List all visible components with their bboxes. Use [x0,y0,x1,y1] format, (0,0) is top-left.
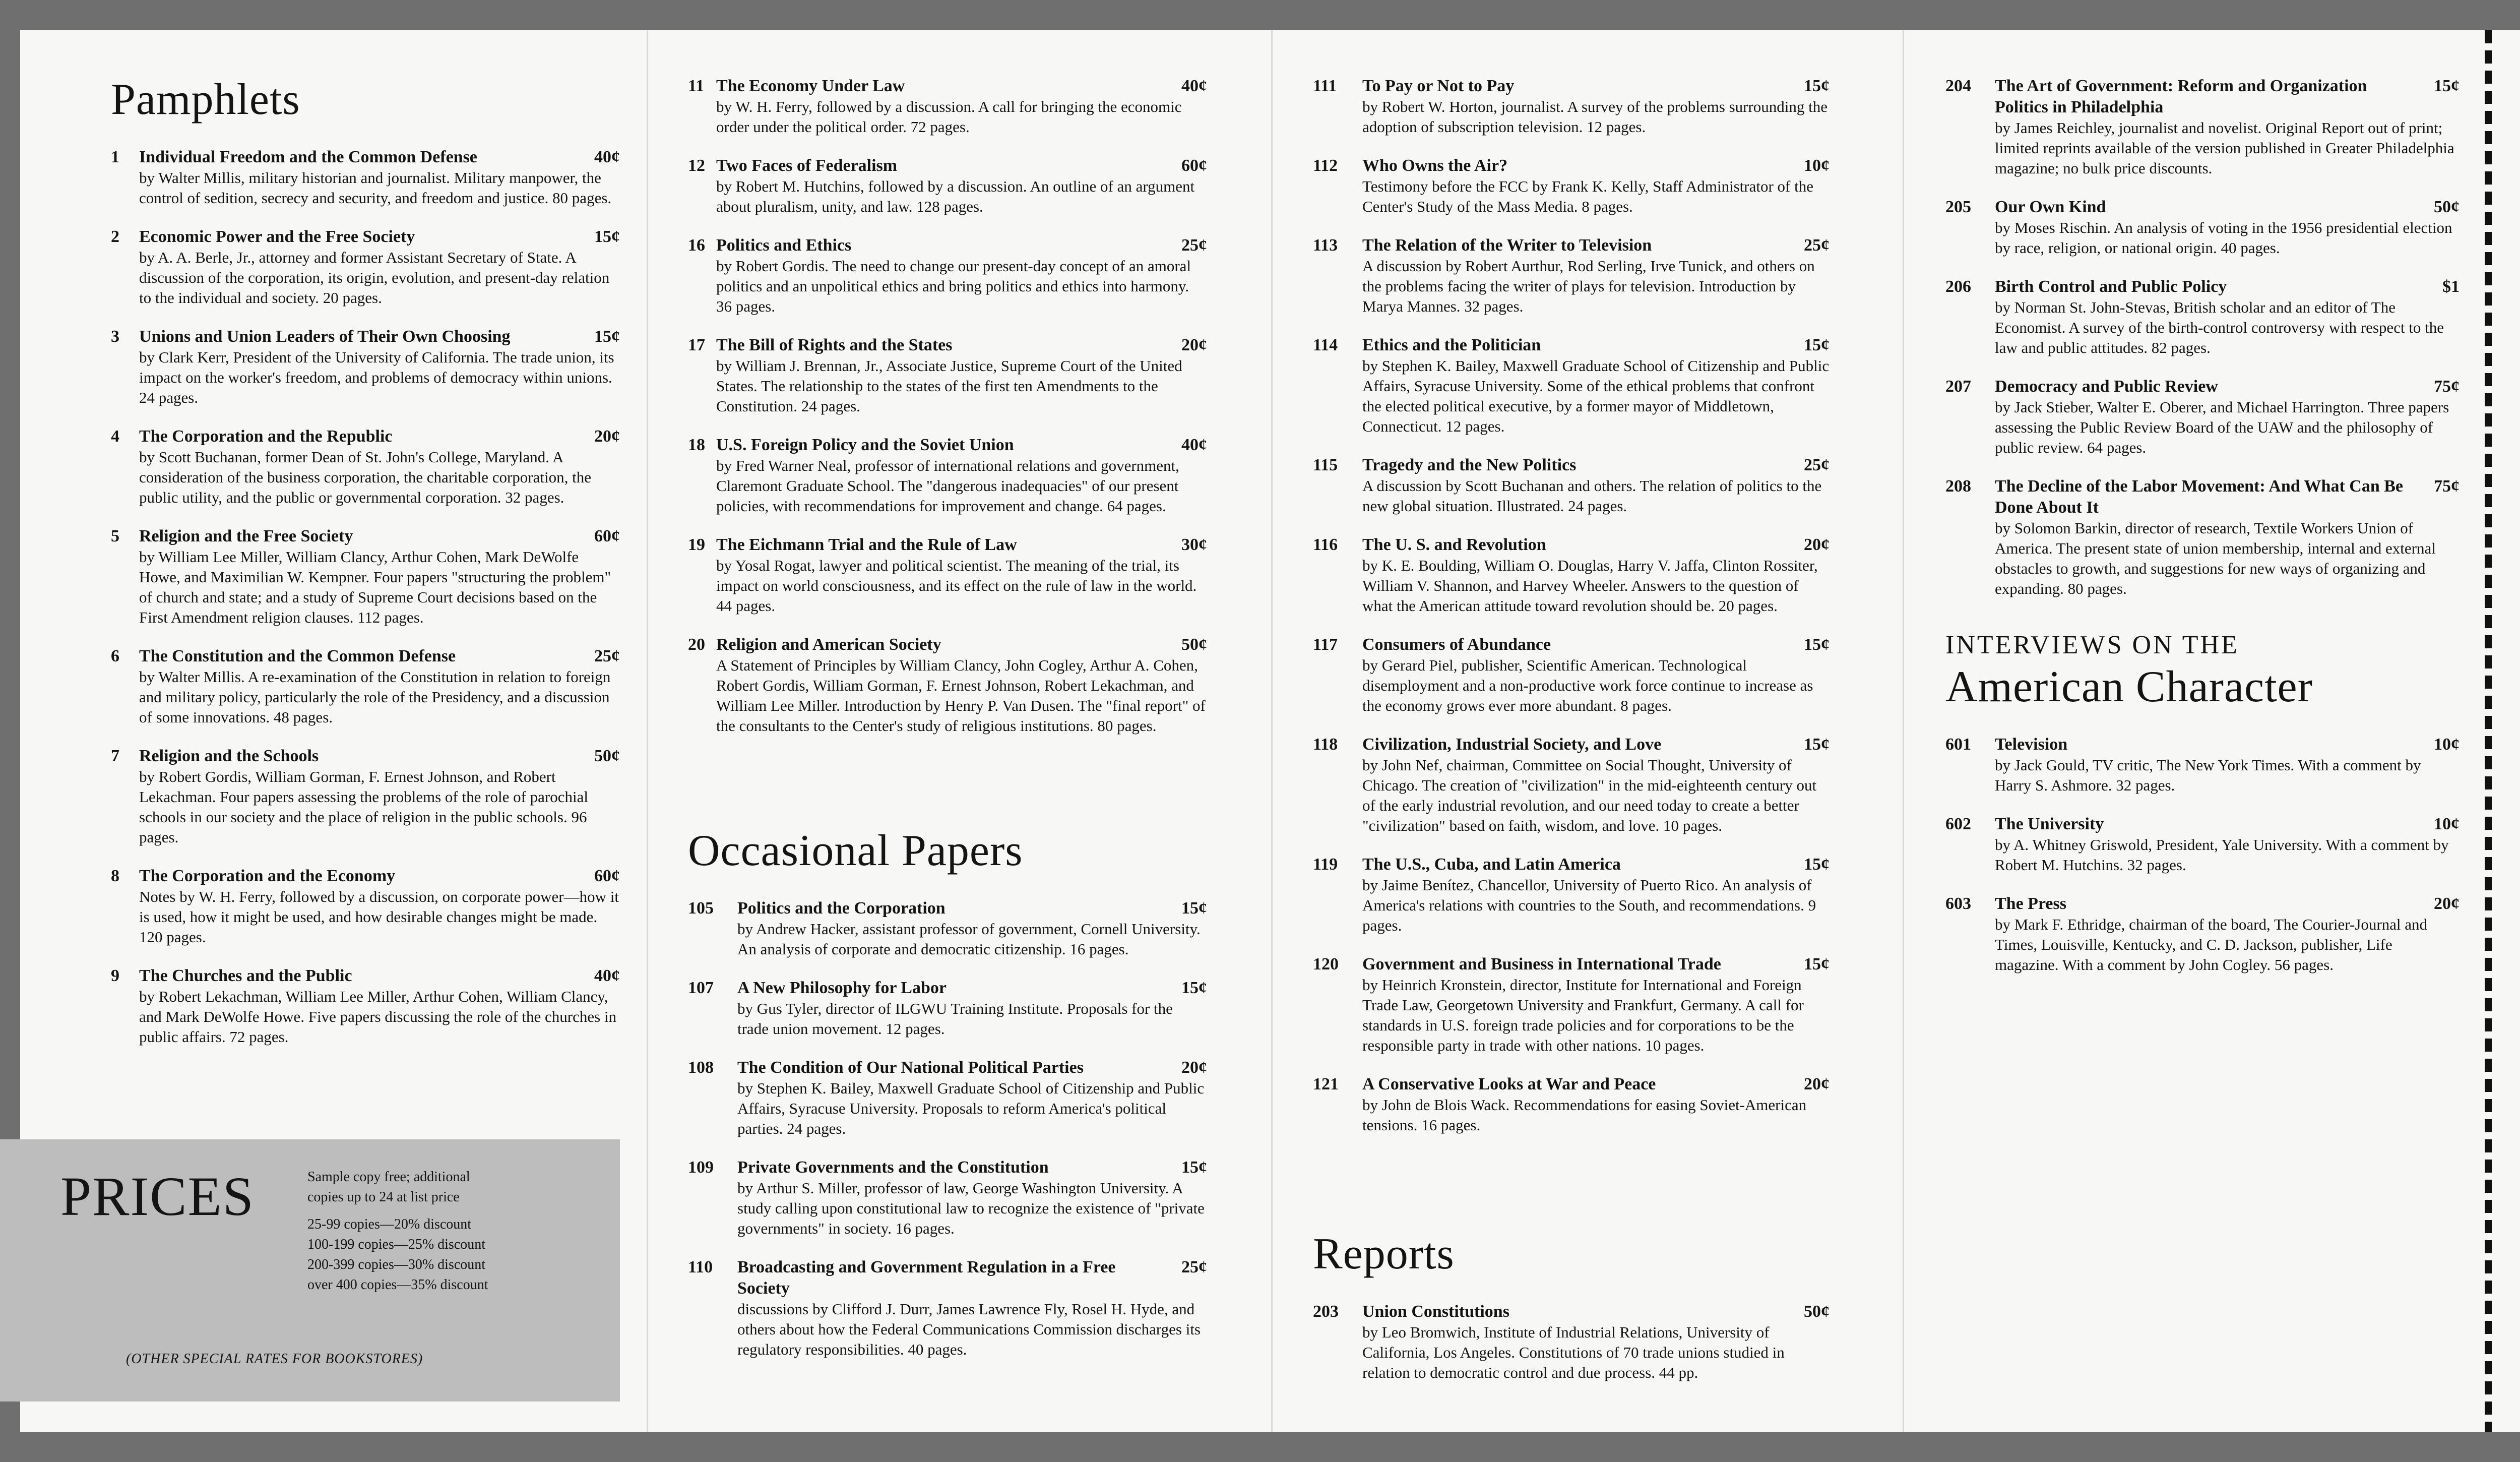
catalog-entry [1313,634,1830,716]
entry-title-row [1945,76,2460,118]
entry-title: Politics and Ethics [716,236,852,255]
entry-title: Religion and the Schools [139,746,319,765]
entry-title: Religion and American Society [716,635,941,654]
entry-number: 108 [688,1058,714,1077]
entry-price: 40¢ [594,966,620,985]
catalog-entry [111,326,620,408]
entry-title: Civilization, Industrial Society, and Love [1362,735,1662,754]
entry-number: 20 [688,635,705,654]
entry-description: by K. E. Boulding, William O. Douglas, Harry V. Jaffa, Clinton Rossiter, William V. Shannon, and Harvey Wheeler. Answers to the question of what the American attitude toward revolution should be. 20 pages. [1362,557,1818,615]
entry-number: 120 [1313,955,1339,973]
order-form [2507,30,2520,1432]
interviews-heading-small: INTERVIEWS ON THE [1945,631,2239,659]
occasional-column-right [1313,76,1830,1153]
entry-price: 15¢ [594,227,620,246]
entry-description: by Jaime Benítez, Chancellor, University of Puerto Rico. An analysis of America's relations with countries to the South, and recommendations. 9 pages. [1362,876,1816,934]
catalog-entry [1313,1301,1830,1383]
entry-title-row [1313,854,1830,875]
reports-heading: Reports [1313,1230,1455,1278]
entry-price: 50¢ [594,746,620,765]
entry-title-row [1945,197,2460,218]
entry-price: 40¢ [594,147,620,166]
entry-title-row [111,426,620,447]
entry-description: Testimony before the FCC by Frank K. Kelly, Staff Administrator of the Center's Study of the Mass Media. 8 pages. [1362,177,1813,215]
occasional-column-left [688,827,1207,1378]
entry-number: 11 [688,77,705,95]
entry-description: Notes by W. H. Ferry, followed by a discussion, on corporate power—how it is used, how it might be used, and how desirable changes might be made. 120 pages. [139,887,619,946]
entry-description: by Stephen K. Bailey, Maxwell Graduate School of Citizenship and Public Affairs, Syracuse University. Some of the ethical problems that confront the elected political executive, by a former mayor of Middletown, Connecticut. 12 pages. [1362,357,1830,435]
entry-title: A New Philosophy for Labor [737,978,947,997]
entry-price: 25¢ [594,646,620,665]
entry-price: 15¢ [1181,1158,1207,1177]
entry-title: A Conservative Looks at War and Peace [1362,1075,1656,1093]
entry-title: Union Constitutions [1362,1302,1509,1321]
reports-column-right [1945,76,2460,617]
catalog-entry [1313,235,1830,317]
catalog-entry [688,335,1207,416]
catalog-entry [1945,734,2460,796]
entry-title: Individual Freedom and the Common Defense [139,147,477,166]
entry-title-row [111,147,620,168]
catalog-entry [688,1257,1207,1360]
fold-line [1903,30,1904,1432]
catalog-entry [688,1057,1207,1139]
entry-title: Government and Business in International Trade [1362,955,1721,973]
entry-number: 4 [111,427,119,446]
entry-title-row [1313,634,1830,655]
entry-number: 3 [111,327,119,346]
entry-description: by Solomon Barkin, director of research, Textile Workers Union of America. The present state of union membership, internal and external obstacles to growth, and suggestions for new ways of organizing and expanding. 80 pages. [1995,519,2436,597]
prices-line: 100-199 copies—25% discount [307,1237,486,1252]
entry-title: Who Owns the Air? [1362,156,1508,175]
entry-description: by Walter Millis, military historian and journalist. Military manpower, the control of sedition, secrecy and security, and freedom and justice. 80 pages. [139,168,612,207]
entry-description: by Robert Gordis, William Gorman, F. Ernest Johnson, and Robert Lekachman. Four papers assessing the problems of the role of parochial schools in our society and the place of religion in the public schools. 96 pages. [139,767,588,846]
catalog-entry [111,226,620,308]
entry-number: 9 [111,966,119,985]
entry-price: 20¢ [2434,894,2460,913]
entry-number: 206 [1945,277,1971,296]
entry-number: 207 [1945,377,1971,396]
entry-number: 16 [688,236,705,255]
catalog-entry [1945,376,2460,458]
entry-title-row [688,634,1207,655]
entry-title-row [111,226,620,248]
entry-title-row [688,978,1207,999]
catalog-entry [688,1157,1207,1239]
catalog-entry [1313,1074,1830,1135]
entry-number: 18 [688,436,705,454]
interviews-heading-large: American Character [1945,662,2313,711]
entry-price: 10¢ [2434,814,2460,833]
catalog-entry [688,235,1207,317]
entry-description: by Walter Millis. A re-examination of the Constitution in relation to foreign and military policy, particularly the role of the Presidency, and a discussion of some innovations. 48 pages. [139,667,611,726]
catalog-entry [1313,155,1830,217]
entry-title: Unions and Union Leaders of Their Own Choosing [139,327,511,346]
entry-description: by A. A. Berle, Jr., attorney and former Assistant Secretary of State. A discussion of the corporation, its origin, evolution, and present-day relation to the individual and society. 20 pages. [139,248,610,307]
entry-title-row [111,866,620,887]
entry-title-row [688,155,1207,176]
entry-description: by Robert Gordis. The need to change our present-day concept of an amoral politics and an unpolitical ethics and bring politics and ethics into harmony. 36 pages. [716,257,1191,315]
entry-title-row [1313,734,1830,755]
entry-title: Birth Control and Public Policy [1995,277,2227,296]
entry-price: 60¢ [1181,156,1207,175]
catalog-entry [688,76,1207,137]
entry-number: 8 [111,866,119,885]
entry-description: by Clark Kerr, President of the University of California. The trade union, its impact on the worker's freedom, and problems of democracy within unions. 24 pages. [139,348,614,406]
entry-title: Consumers of Abundance [1362,635,1551,654]
entry-title: The U.S., Cuba, and Latin America [1362,855,1621,874]
catalog-entry [1313,455,1830,516]
catalog-entry [1313,854,1830,936]
entry-description: by William J. Brennan, Jr., Associate Justice, Supreme Court of the United States. The relationship to the states of the first ten Amendments to the Constitution. 24 pages. [716,357,1182,415]
entry-title-row [111,526,620,547]
entry-title: Economic Power and the Free Society [139,227,415,246]
entry-title: Ethics and the Politician [1362,336,1541,354]
entry-title: The Decline of the Labor Movement: And What Can Be Done About It [1995,477,2404,517]
entry-price: 20¢ [594,427,620,446]
catalog-entry [1313,534,1830,616]
prices-line: Sample copy free; additional [307,1169,470,1185]
entry-description: by W. H. Ferry, followed by a discussion. A call for bringing the economic order under the political order. 72 pages. [716,98,1182,136]
entry-title: The Bill of Rights and the States [716,336,953,354]
entry-price: 40¢ [1181,77,1207,95]
entry-price: 50¢ [1181,635,1207,654]
entry-title-row [1313,335,1830,356]
entry-number: 110 [688,1257,713,1276]
entry-number: 117 [1313,635,1338,654]
entry-title-row [688,1157,1207,1178]
entry-number: 118 [1313,735,1338,754]
entry-number: 17 [688,336,705,354]
catalog-entry [1945,76,2460,178]
fold-line [647,30,648,1432]
entry-price: 15¢ [1804,735,1830,754]
entry-title: The Press [1995,894,2066,913]
entry-title-row [1945,734,2460,755]
entry-number: 205 [1945,198,1971,216]
entry-description: by Robert W. Horton, journalist. A survey of the problems surrounding the adoption of subscription television. 12 pages. [1362,98,1828,136]
entry-price: 15¢ [594,327,620,346]
entry-title: The Constitution and the Common Defense [139,646,456,665]
entry-number: 109 [688,1158,714,1177]
catalog-entry [1945,814,2460,875]
entry-number: 111 [1313,77,1337,95]
entry-title-row [688,76,1207,97]
prices-line: over 400 copies—35% discount [307,1277,488,1293]
catalog-entry [688,978,1207,1039]
entry-description: by Jack Stieber, Walter E. Oberer, and Michael Harrington. Three papers assessing the Public Review Board of the UAW and the philosophy of public review. 64 pages. [1995,398,2449,456]
prices-title: PRICES [60,1166,255,1227]
entry-description: by A. Whitney Griswold, President, Yale University. With a comment by Robert M. Hutchins. 32 pages. [1995,835,2449,874]
entry-number: 203 [1313,1302,1339,1321]
entry-title-row [111,326,620,347]
entry-number: 208 [1945,477,1971,496]
entry-price: 20¢ [1181,336,1207,354]
entry-description: by Yosal Rogat, lawyer and political scientist. The meaning of the trial, its impact on world consciousness, and its effect on the rule of law in the world. 44 pages. [716,557,1197,615]
entry-description: A discussion by Robert Aurthur, Rod Serling, Irve Tunick, and others on the problems facing the writer of plays for television. Introduction by Marya Mannes. 32 pages. [1362,257,1815,315]
entry-title-row [688,1257,1207,1299]
entry-title: Politics and the Corporation [737,898,946,918]
entry-number: 7 [111,746,119,765]
entry-description: by Gus Tyler, director of ILGWU Training Institute. Proposals for the trade union movement. 12 pages. [737,999,1173,1038]
entry-number: 6 [111,646,119,665]
entry-title-row [1945,893,2460,915]
entry-number: 2 [111,227,119,246]
entry-price: 15¢ [1181,978,1207,997]
entry-price: 20¢ [1804,1075,1830,1093]
entry-number: 115 [1313,456,1338,474]
entry-description: by Norman St. John-Stevas, British scholar and an editor of The Economist. A survey of the birth-control controversy with respect to the law and public attitudes. 82 pages. [1995,298,2444,356]
entry-description: by William Lee Miller, William Clancy, Arthur Cohen, Mark DeWolfe Howe, and Maximilian W. Kempner. Four papers "structuring the problem" of church and state; and a study of Supreme Court decisions based on the First Amendment religion clauses. 112 pages. [139,547,611,626]
pamphlets-heading: Pamphlets [111,75,300,124]
catalog-entry [688,155,1207,217]
entry-description: by John Nef, chairman, Committee on Social Thought, University of Chicago. The creation of "civilization" in the mid-eighteenth century out of the early industrial revolution, and our need today to create a better "civilization" based on faith, wisdom, and love. 10 pages. [1362,756,1817,834]
entry-price: 50¢ [1804,1302,1830,1321]
entry-price: 75¢ [2434,477,2460,496]
entry-title-row [1313,76,1830,97]
entry-title: The Eichmann Trial and the Rule of Law [716,535,1017,554]
entry-title: The U. S. and Revolution [1362,535,1546,554]
reports-column-left [1313,1230,1830,1401]
occasional-heading: Occasional Papers [688,826,1023,875]
entry-price: 25¢ [1181,1257,1207,1276]
entry-title-row [111,965,620,987]
entry-number: 12 [688,156,705,175]
prices-line: copies up to 24 at list price [307,1189,460,1205]
entry-price: 20¢ [1804,535,1830,554]
entry-title-row [1313,1074,1830,1095]
entry-title-row [1945,376,2460,397]
entry-number: 603 [1945,894,1971,913]
entry-title-row [688,435,1207,456]
entry-description: A discussion by Scott Buchanan and others. The relation of politics to the new global situation. Illustrated. 24 pages. [1362,477,1822,515]
entry-price: 15¢ [1804,635,1830,654]
entry-price: 20¢ [1181,1058,1207,1077]
entry-title: Religion and the Free Society [139,526,353,545]
entry-description: A Statement of Principles by William Clancy, John Cogley, Arthur A. Cohen, Robert Gordis, William Gorman, F. Ernest Johnson, Robert Lekachman, and William Lee Miller. Introduction by Henry P. Van Dusen. The "final report" of the consultants to the Center's study of religious institutions. 80 pages. [716,656,1206,735]
prices-line: 25-99 copies—20% discount [307,1216,472,1232]
entry-price: 15¢ [1804,77,1830,95]
entry-price: 15¢ [1804,336,1830,354]
entry-number: 107 [688,978,714,997]
entry-number: 105 [688,898,714,918]
entry-title-row [1313,235,1830,256]
entry-number: 19 [688,535,705,554]
entry-price: 15¢ [1181,898,1207,918]
entry-number: 121 [1313,1075,1339,1093]
catalog-entry [1945,893,2460,975]
entry-title: Private Governments and the Constitution [737,1158,1049,1177]
entry-title: The Economy Under Law [716,77,905,95]
entry-description: by John de Blois Wack. Recommendations for easing Soviet-American tensions. 16 pages. [1362,1096,1807,1134]
entry-price: 25¢ [1181,236,1207,255]
entry-title: The Art of Government: Reform and Organization Politics in Philadelphia [1995,77,2367,116]
entry-price: 30¢ [1181,535,1207,554]
entry-title: Democracy and Public Review [1995,377,2218,396]
catalog-entry [1313,954,1830,1056]
entry-title: The Corporation and the Republic [139,427,393,446]
entry-description: by Robert Lekachman, William Lee Miller, Arthur Cohen, William Clancy, and Mark DeWolfe Howe. Five papers discussing the role of the churches in public affairs. 72 pages. [139,987,617,1046]
entry-description: by Leo Bromwich, Institute of Industrial Relations, University of California, Los Angeles. Constitutions of 70 trade unions studied in relation to democratic control and due process. 44 pp. [1362,1323,1785,1381]
entry-title-row [111,646,620,667]
entry-title: The Condition of Our National Political Parties [737,1058,1084,1077]
entry-number: 113 [1313,236,1338,255]
entry-price: 10¢ [2434,735,2460,754]
entry-title-row [688,235,1207,256]
entry-number: 114 [1313,336,1338,354]
entry-price: 40¢ [1181,436,1207,454]
catalog-entry [688,435,1207,516]
entry-title: Television [1995,735,2068,754]
entry-description: by Moses Rischin. An analysis of voting in the 1956 presidential election by race, religion, or national origin. 40 pages. [1995,219,2452,257]
catalog-entry [111,526,620,628]
entry-description: by Mark F. Ethridge, chairman of the board, The Courier-Journal and Times, Louisville, Kentucky, and C. D. Jackson, publisher, Life magazine. With a comment by John Cogley. 56 pages. [1995,915,2428,973]
entry-number: 119 [1313,855,1338,874]
entry-price: 60¢ [594,526,620,545]
entry-title-row [1945,814,2460,835]
catalog-entry [688,898,1207,959]
entry-description: by James Reichley, journalist and novelist. Original Report out of print; limited reprints available of the version published in Greater Philadelphia magazine; no bulk price discounts. [1995,119,2454,177]
prices-footer: (OTHER SPECIAL RATES FOR BOOKSTORES) [126,1351,423,1367]
entry-number: 112 [1313,156,1338,175]
catalog-entry [111,646,620,727]
entry-title-row [688,1057,1207,1078]
entry-title: Tragedy and the New Politics [1362,456,1577,474]
entry-title-row [1945,276,2460,297]
entry-price: 25¢ [1804,456,1830,474]
entry-price: 15¢ [2434,77,2460,95]
catalog-entry [111,426,620,508]
catalog-entry [1945,197,2460,258]
prices-line: 200-399 copies—30% discount [307,1257,486,1272]
entry-description: by Jack Gould, TV critic, The New York Times. With a comment by Harry S. Ashmore. 32 pages. [1995,756,2421,794]
catalog-entry [1313,76,1830,137]
entry-title: U.S. Foreign Policy and the Soviet Union [716,436,1014,454]
entry-title-row [1313,455,1830,476]
entry-number: 602 [1945,814,1971,833]
entry-description: discussions by Clifford J. Durr, James Lawrence Fly, Rosel H. Hyde, and others about how the Federal Communications Commission discharges its regulatory responsibilities. 40 pages. [737,1300,1201,1358]
entry-price: 15¢ [1804,855,1830,874]
entry-description: by Arthur S. Miller, professor of law, George Washington University. A study calling upon constitutional law to recognize the existence of "private governments" in society. 16 pages. [737,1179,1205,1237]
pamphlets-column-right [688,76,1207,754]
entry-number: 116 [1313,535,1338,554]
entry-number: 5 [111,526,119,545]
entry-title: Two Faces of Federalism [716,156,898,175]
entry-title-row [111,746,620,767]
entry-price: 15¢ [1804,955,1830,973]
prices-lines [307,1167,570,1295]
entry-title-row [1313,534,1830,556]
entry-title: The Churches and the Public [139,966,352,985]
entry-description: by Andrew Hacker, assistant professor of government, Cornell University. An analysis of corporate and democratic citizenship. 16 pages. [737,920,1201,958]
interviews-column [1945,630,2460,993]
entry-price: $1 [2442,277,2460,296]
catalog-entry [688,534,1207,616]
entry-title: To Pay or Not to Pay [1362,77,1515,95]
entry-title: Broadcasting and Government Regulation in a Free Society [737,1257,1116,1298]
entry-description: by Stephen K. Bailey, Maxwell Graduate School of Citizenship and Public Affairs, Syracuse University. Proposals to reform America's political parties. 24 pages. [737,1079,1205,1137]
entry-number: 1 [111,147,119,166]
entry-title-row [1313,155,1830,176]
catalog-entry [1945,476,2460,599]
catalog-entry [111,147,620,208]
entry-description: by Scott Buchanan, former Dean of St. John's College, Maryland. A consideration of the business corporation, the charitable corporation, the public utility, and the public or governmental corporation. 32 pages. [139,448,591,506]
detach-perforation [2485,30,2492,1432]
catalog-entry [688,634,1207,736]
entry-title: Our Own Kind [1995,198,2106,216]
catalog-entry [1313,734,1830,836]
entry-description: by Fred Warner Neal, professor of international relations and government, Claremont Graduate School. The "dangerous inadequacies" of our present policies, with recommendations for improvement and change. 64 pages. [716,457,1179,515]
entry-title-row [688,534,1207,556]
entry-title-row [1945,476,2460,518]
entry-price: 60¢ [594,866,620,885]
entry-title: The Corporation and the Economy [139,866,396,885]
entry-title-row [1313,954,1830,975]
fold-line [1271,30,1273,1432]
entry-number: 601 [1945,735,1971,754]
entry-title: The University [1995,814,2104,833]
entry-price: 10¢ [1804,156,1830,175]
catalog-entry [111,746,620,847]
entry-description: by Gerard Piel, publisher, Scientific American. Technological disemployment and a non-productive work force continue to increase as the economy grows ever more abundant. 8 pages. [1362,656,1813,714]
catalog-entry [111,866,620,947]
catalog-entry [1313,335,1830,437]
entry-price: 50¢ [2434,198,2460,216]
pamphlets-column-left [111,76,620,1065]
entry-title-row [688,898,1207,919]
prices-box [0,1139,620,1402]
catalog-entry [111,965,620,1047]
entry-price: 75¢ [2434,377,2460,396]
entry-price: 25¢ [1804,236,1830,255]
catalog-entry [1945,276,2460,358]
entry-description: by Heinrich Kronstein, director, Institute for International and Foreign Trade Law, Georgetown University and Frankfurt, Germany. A call for standards in U.S. foreign trade policies and for corporations to be the responsible party in trade with other nations. 10 pages. [1362,976,1804,1054]
entry-title-row [688,335,1207,356]
entry-description: by Robert M. Hutchins, followed by a discussion. An outline of an argument about pluralism, unity, and law. 128 pages. [716,177,1195,215]
entry-number: 204 [1945,77,1971,95]
entry-title: The Relation of the Writer to Television [1362,236,1652,255]
entry-title-row [1313,1301,1830,1322]
